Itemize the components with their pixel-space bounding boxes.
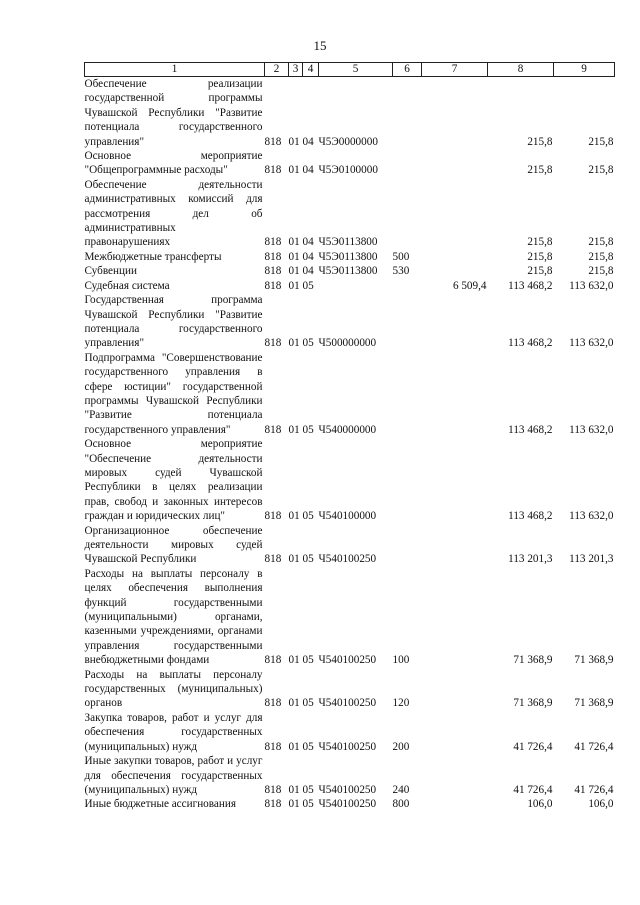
col-7 xyxy=(422,178,488,250)
table-row xyxy=(85,351,615,437)
col-7 xyxy=(422,149,488,178)
table-header xyxy=(85,63,615,77)
col-pr: 05 xyxy=(302,510,314,523)
col-vr xyxy=(393,293,422,351)
col-8: 41 726,4 xyxy=(513,740,553,753)
col-vr: 500 xyxy=(392,250,410,263)
col-csr: Ч540100250 xyxy=(318,783,377,796)
col-rz: 01 xyxy=(288,135,300,148)
row-name: Государственная программа Чувашской Республики "Развитие потенциала государственного управления" xyxy=(84,294,263,350)
row-name: Обеспечение реализации государственной программы Чувашской Республики "Развитие потенциала государственного управления" xyxy=(84,78,263,148)
col-csr: Ч5Э0113800 xyxy=(318,250,378,263)
row-name: Подпрограмма "Совершенствование государственного управления в сфере юстиции" государственной программы Чувашской Республики "Развитие потенциала государственного управления" xyxy=(84,351,263,436)
header-cell: 9 xyxy=(554,63,615,77)
row-name: Межбюджетные трансферты xyxy=(84,250,222,263)
col-7 xyxy=(422,754,488,797)
row-name: Обеспечение деятельности административных комиссий для рассмотрения дел об административных правонарушениях xyxy=(84,178,263,249)
col-pr: 05 xyxy=(302,783,314,796)
col-pr: 04 xyxy=(302,236,314,249)
col-9: 113 632,0 xyxy=(569,510,614,523)
col-7 xyxy=(422,250,488,264)
col-csr: Ч540100250 xyxy=(318,798,377,811)
col-vr xyxy=(393,437,422,523)
header-cell: 5 xyxy=(319,63,393,77)
col-csr: Ч5Э0113800 xyxy=(318,265,378,278)
col-9: 113 201,3 xyxy=(569,553,614,566)
row-name: Организационное обеспечение деятельности мировых судей Чувашской Республики xyxy=(84,524,263,566)
col-vr: 800 xyxy=(392,798,410,811)
col-gr: 818 xyxy=(264,798,282,811)
col-8: 113 468,2 xyxy=(508,423,553,436)
col-rz: 01 xyxy=(288,265,300,278)
col-vr: 120 xyxy=(392,697,410,710)
col-gr: 818 xyxy=(264,553,282,566)
header-cell: 1 xyxy=(85,63,265,77)
col-rz: 01 xyxy=(288,510,300,523)
col-9: 215,8 xyxy=(588,265,614,278)
col-csr: Ч5Э0113800 xyxy=(318,236,378,249)
col-pr: 05 xyxy=(302,337,314,350)
col-gr: 818 xyxy=(264,423,282,436)
table-row xyxy=(85,178,615,250)
table-row xyxy=(85,797,615,811)
table-row xyxy=(85,149,615,178)
col-gr: 818 xyxy=(264,279,282,292)
col-pr: 04 xyxy=(302,265,314,278)
col-9: 41 726,4 xyxy=(574,740,614,753)
col-9: 106,0 xyxy=(588,798,614,811)
col-rz: 01 xyxy=(288,423,300,436)
row-name: Основное мероприятие "Общепрограммные расходы" xyxy=(84,150,263,177)
col-gr: 818 xyxy=(264,697,282,710)
header-cell: 8 xyxy=(488,63,554,77)
col-pr: 05 xyxy=(302,654,314,667)
col-vr: 530 xyxy=(392,265,410,278)
col-7 xyxy=(422,711,488,754)
row-name: Иные бюджетные ассигнования xyxy=(84,798,236,811)
table-row xyxy=(85,754,615,797)
col-7 xyxy=(422,567,488,668)
table-row xyxy=(85,567,615,668)
col-gr: 818 xyxy=(264,250,282,263)
col-gr: 818 xyxy=(264,164,282,177)
col-rz: 01 xyxy=(288,553,300,566)
col-vr xyxy=(393,77,422,150)
col-7 xyxy=(422,264,488,278)
row-name: Субвенции xyxy=(84,265,137,278)
col-9: 215,8 xyxy=(588,250,614,263)
row-name: Расходы на выплаты персоналу государственных (муниципальных) органов xyxy=(84,668,263,710)
col-csr: Ч540100000 xyxy=(318,510,377,523)
col-gr: 818 xyxy=(264,783,282,796)
table-row xyxy=(85,77,615,150)
table-row xyxy=(85,279,615,293)
col-pr: 05 xyxy=(302,553,314,566)
col-gr: 818 xyxy=(264,265,282,278)
col-8: 113 468,2 xyxy=(508,510,553,523)
col-8: 113 468,2 xyxy=(508,337,553,350)
col-7 xyxy=(422,437,488,523)
col-csr: Ч5Э0100000 xyxy=(318,164,378,177)
col-rz: 01 xyxy=(288,250,300,263)
header-cell: 4 xyxy=(303,63,319,77)
header-cell: 7 xyxy=(422,63,488,77)
col-vr xyxy=(393,351,422,437)
table-body xyxy=(85,77,615,812)
col-7: 6 509,4 xyxy=(452,279,487,292)
col-8: 71 368,9 xyxy=(513,697,553,710)
row-name: Иные закупки товаров, работ и услуг для обеспечения государственных (муниципальных) нужд xyxy=(84,755,263,796)
row-name: Закупка товаров, работ и услуг для обеспечения государственных (муниципальных) нужд xyxy=(84,711,263,753)
col-vr: 200 xyxy=(392,740,410,753)
col-9: 113 632,0 xyxy=(569,423,614,436)
col-csr: Ч540100250 xyxy=(318,654,377,667)
col-vr: 240 xyxy=(392,783,410,796)
col-8: 215,8 xyxy=(527,250,553,263)
col-csr xyxy=(319,279,393,293)
col-vr xyxy=(393,524,422,567)
col-pr: 05 xyxy=(302,423,314,436)
col-vr xyxy=(393,149,422,178)
col-vr xyxy=(393,178,422,250)
col-9: 41 726,4 xyxy=(574,783,614,796)
col-csr: Ч500000000 xyxy=(318,337,377,350)
col-9: 71 368,9 xyxy=(574,697,614,710)
col-gr: 818 xyxy=(264,236,282,249)
col-7 xyxy=(422,77,488,150)
col-8: 215,8 xyxy=(527,236,553,249)
col-csr: Ч540100250 xyxy=(318,697,377,710)
col-7 xyxy=(422,293,488,351)
col-7 xyxy=(422,797,488,811)
col-pr: 05 xyxy=(302,740,314,753)
col-gr: 818 xyxy=(264,337,282,350)
col-8: 106,0 xyxy=(527,798,553,811)
col-7 xyxy=(422,351,488,437)
col-8: 113 201,3 xyxy=(508,553,553,566)
col-gr: 818 xyxy=(264,135,282,148)
col-csr: Ч540100250 xyxy=(318,740,377,753)
col-7 xyxy=(422,524,488,567)
col-pr: 05 xyxy=(302,798,314,811)
header-cell: 6 xyxy=(393,63,422,77)
col-9: 215,8 xyxy=(588,135,614,148)
col-pr: 04 xyxy=(302,135,314,148)
col-gr: 818 xyxy=(264,740,282,753)
col-9: 71 368,9 xyxy=(574,654,614,667)
col-8: 113 468,2 xyxy=(508,279,553,292)
table-row xyxy=(85,437,615,523)
col-8: 41 726,4 xyxy=(513,783,553,796)
table-row xyxy=(85,293,615,351)
table-row xyxy=(85,711,615,754)
col-pr: 04 xyxy=(302,164,314,177)
col-9: 113 632,0 xyxy=(569,279,614,292)
col-rz: 01 xyxy=(288,337,300,350)
col-rz: 01 xyxy=(288,654,300,667)
header-cell: 3 xyxy=(289,63,303,77)
table-row xyxy=(85,250,615,264)
col-rz: 01 xyxy=(288,279,300,292)
col-pr: 05 xyxy=(302,697,314,710)
col-rz: 01 xyxy=(288,164,300,177)
col-rz: 01 xyxy=(288,740,300,753)
page-number: 15 xyxy=(313,38,327,53)
col-csr: Ч540000000 xyxy=(318,423,377,436)
col-csr: Ч5Э0000000 xyxy=(318,135,378,148)
table-row xyxy=(85,668,615,711)
col-pr: 04 xyxy=(302,250,314,263)
col-8: 71 368,9 xyxy=(513,654,553,667)
header-row xyxy=(85,63,615,77)
col-rz: 01 xyxy=(288,697,300,710)
col-gr: 818 xyxy=(264,510,282,523)
row-name: Судебная система xyxy=(84,279,170,292)
col-vr: 100 xyxy=(392,654,410,667)
col-8: 215,8 xyxy=(527,164,553,177)
col-8: 215,8 xyxy=(527,265,553,278)
budget-table xyxy=(84,62,615,812)
row-name: Основное мероприятие "Обеспечение деятельности мировых судей Чувашской Республики в целях реализации прав, свобод и законных интересов граждан и юридических лиц" xyxy=(84,438,263,523)
row-name: Расходы на выплаты персоналу в целях обеспечения выполнения функций государственными (муниципальными) органами, казенными учреждениями, органами управления государственными внебюджетными фондами xyxy=(84,567,263,667)
table-row xyxy=(85,264,615,278)
col-vr xyxy=(393,279,422,293)
table-row xyxy=(85,524,615,567)
col-8: 215,8 xyxy=(527,135,553,148)
col-csr: Ч540100250 xyxy=(318,553,377,566)
col-7 xyxy=(422,668,488,711)
col-9: 215,8 xyxy=(588,236,614,249)
col-9: 215,8 xyxy=(588,164,614,177)
col-pr: 05 xyxy=(302,279,314,292)
col-gr: 818 xyxy=(264,654,282,667)
col-rz: 01 xyxy=(288,798,300,811)
col-9: 113 632,0 xyxy=(569,337,614,350)
col-rz: 01 xyxy=(288,236,300,249)
col-rz: 01 xyxy=(288,783,300,796)
header-cell: 2 xyxy=(265,63,289,77)
